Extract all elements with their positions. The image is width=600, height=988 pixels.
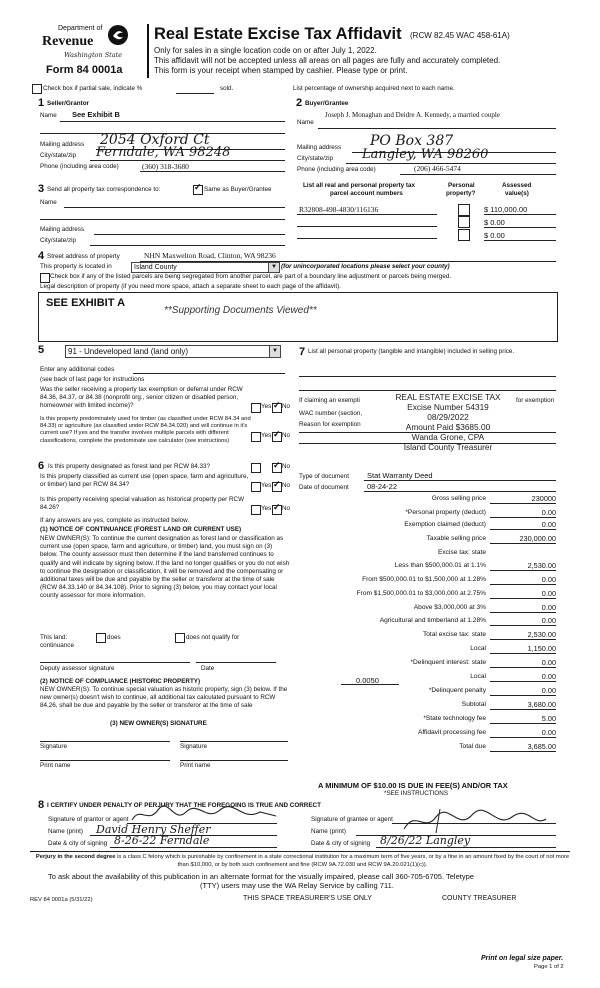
s6-q2-yes-label: Yes <box>261 482 272 489</box>
s4-located-label: This property is located in <box>40 263 112 270</box>
s6-n1-title: (1) NOTICE OF CONTINUANCE (FOREST LAND OR CURRENT USE) <box>40 526 242 533</box>
calc-row-value[interactable]: 230,000.00 <box>519 534 556 543</box>
calc-row-line <box>490 709 556 710</box>
calc-row-value[interactable]: 5.00 <box>541 714 556 723</box>
s6-answers-note: If any answers are yes, complete as instructed below. <box>40 517 190 524</box>
calc-row-label: Taxable selling price <box>426 535 486 542</box>
header-sub-1: Only for sales in a single location code on or after July 1, 2022. <box>154 46 377 55</box>
dept-logo-text: Revenue <box>42 34 94 49</box>
calc-row-line <box>490 653 556 654</box>
s8-certify: I CERTIFY UNDER PENALTY OF PERJURY THAT THE FOREGOING IS TRUE AND CORRECT <box>47 802 321 809</box>
s1-name-line <box>60 121 285 122</box>
s1-name-label: Name <box>40 112 57 119</box>
perjury-bold: Perjury in the second degree <box>35 854 116 860</box>
calc-row-line <box>490 570 556 571</box>
s5-q2-no-checkbox[interactable] <box>272 432 282 442</box>
s6-q1-no-label: No <box>282 463 291 470</box>
grantor-signature-scribble <box>130 804 280 831</box>
calc-row-value[interactable]: 0.00 <box>541 658 556 667</box>
s3-same-label: Same as Buyer/Grantee <box>204 186 272 193</box>
s6-this-land: This land: <box>40 634 68 641</box>
s8-sig-grantor-label: Signature of grantor or agent <box>48 816 129 823</box>
form-number: Form 84 0001a <box>46 64 123 76</box>
s6-n3-title: (3) NEW OWNER(S) SIGNATURE <box>110 720 207 727</box>
s6-n1-body: NEW OWNER(S): To continue the current designation as forest land or classification as current use (open space, farm and agriculture, or timber) land, you must sign on (3) below. The county assessor must then determine if the land transferred continues to qualify and will indicate by signing below. If the land no longer qualifies or you do not wish to continue the designation or classification, it will be removed and the compensating or additional taxes will be due and payable by the seller or transferor at the time of sale (RCW 84.33.140 or 84.34.108). Prior to signing (3) below, you may contact your local county assessor for more information. <box>40 535 290 600</box>
calc-row-line <box>490 598 556 599</box>
owner-print-label-1: Print name <box>40 762 71 769</box>
s8-name-label-2: Name (print) <box>311 828 346 835</box>
s7-reason-label: Reason for exemption <box>299 421 361 428</box>
calc-row-line <box>490 503 556 504</box>
stamp-line-6: Island County Treasurer <box>403 442 493 452</box>
s8-date-line-1 <box>110 847 277 848</box>
s3-name-line[interactable] <box>64 207 285 208</box>
deputy-label: Deputy assessor signature <box>40 665 115 672</box>
s6-q3-yes-label: Yes <box>261 505 272 512</box>
land-use-select[interactable] <box>65 345 281 358</box>
s7-wac-label: WAC number (section, <box>299 410 363 417</box>
see-instructions: *SEE INSTRUCTIONS <box>384 790 449 797</box>
deputy-date-line[interactable] <box>196 662 276 663</box>
partial-sale-checkbox[interactable] <box>32 84 42 94</box>
wa-logo-icon <box>108 25 128 45</box>
partial-percent-field[interactable] <box>176 93 214 94</box>
parcels-header-1: List all real and personal property tax <box>303 182 415 189</box>
calc-row-label: Total excise tax: state <box>422 631 486 638</box>
s6-does-not-checkbox[interactable] <box>175 633 185 643</box>
calc-row-line <box>490 612 556 613</box>
calc-row-line <box>490 517 556 518</box>
calc-row-label: Agricultural and timberland at 1.28% <box>379 617 486 624</box>
form-title: Real Estate Excise Tax Affidavit <box>154 25 402 43</box>
s8-sig-grantee-label: Signature of grantee or agent <box>311 816 393 823</box>
s6-does-not-label: does not qualify for <box>186 634 240 641</box>
s6-q2-no-label: No <box>282 482 291 489</box>
s2-phone-line <box>400 174 556 175</box>
calc-row-line <box>490 737 556 738</box>
stamp-line-5: Wanda Grone, CPA <box>411 432 485 442</box>
calc-row-line <box>490 543 556 544</box>
s6-n2-body: NEW OWNER(S): To continue special valuation as historic property, sign (3) below. If the new owner(s) doesn't wish to continue, all additional tax calculated pursuant to RCW 84.26, shall be due and payable by the seller or transferor at the time of sale <box>40 686 288 710</box>
calc-row-label: *Personal property (deduct) <box>405 509 486 516</box>
s8-grantor-date[interactable]: 8-26-22 Ferndale <box>114 834 210 847</box>
owner-signature-line-1[interactable] <box>40 741 170 742</box>
parcels-header-1b: parcel account numbers <box>330 190 403 197</box>
stamp-line-3: 08/29/2022 <box>427 412 469 422</box>
s4-located-note: (for unincorporated locations please select your county) <box>281 263 450 270</box>
calc-row-label: Above $3,000,000 at 3% <box>413 604 486 611</box>
treasurer-receipt-stamp <box>378 392 518 452</box>
s5-q1-yes-checkbox[interactable] <box>251 403 261 413</box>
s5-codes-label: Enter any additional codes <box>40 366 115 373</box>
county-select[interactable] <box>131 262 280 273</box>
s3-mail-line[interactable] <box>94 234 285 235</box>
s5-q2-no-label: No <box>282 432 291 439</box>
s2-phone-label: Phone (including area code) <box>297 166 376 173</box>
s6-q3: Is this property receiving special valuation as historical property per RCW 84.26? <box>40 496 245 511</box>
s5-q2: Is this property predominately used for timber (as classified under RCW 84.34 and 84.33) or agriculture (as classified under RCW 84.34.020) and will continue in it's current use? If yes and the transfer involves multiple parcels with different classifications, complete the predominate use calculator (see instructions) <box>40 416 251 444</box>
segregation-checkbox[interactable] <box>40 273 50 283</box>
s4-legal-label: Legal description of property (if you need more space, attach a separate sheet to each page of the affidavit). <box>40 283 341 290</box>
stamp-line-2: Excise Number 54319 <box>407 402 489 412</box>
owner-print-label-2: Print name <box>180 762 211 769</box>
s6-q2-yes-checkbox[interactable] <box>251 482 261 492</box>
header-sub-3: This form is your receipt when stamped by cashier. Please type or print. <box>154 66 408 75</box>
calc-row-line <box>490 695 556 696</box>
calc-row-line <box>490 667 556 668</box>
s7-claim-label-end: for exemption <box>516 397 555 404</box>
s2-name-label: Name <box>297 119 314 126</box>
s6-q3-yes-checkbox[interactable] <box>251 505 261 515</box>
calc-row-line <box>490 584 556 585</box>
perjury-notice <box>30 853 575 869</box>
parcel-personal-checkbox-1[interactable] <box>458 204 470 216</box>
s6-q2-no-checkbox[interactable] <box>272 482 282 492</box>
header-sub-2: This affidavit will not be accepted unless all areas on all pages are fully and accurately completed. <box>154 56 501 65</box>
s1-title: Seller/Grantor <box>47 100 89 107</box>
s8-date-label-1: Date & city of signing <box>48 840 108 847</box>
grantee-signature-scribble <box>400 805 550 840</box>
s4-number: 4 <box>38 250 45 262</box>
s5-q1-yes-label: Yes <box>261 403 272 410</box>
s3-title: Send all property tax correspondence to: <box>47 186 161 193</box>
s8-date-line-2 <box>376 847 556 848</box>
s6-q1: Is this property designated as forest land per RCW 84.33? <box>48 463 211 470</box>
deputy-date-label: Date <box>201 665 215 672</box>
parcel-value-line-2 <box>484 227 556 228</box>
supporting-docs-stamp: **Supporting Documents Viewed** <box>164 305 317 316</box>
chevron-down-icon: ▼ <box>269 346 280 357</box>
s6-n2-title: (2) NOTICE OF COMPLIANCE (HISTORIC PROPERTY) <box>40 678 201 685</box>
calc-row-value[interactable]: 0.00 <box>541 589 556 598</box>
calc-row-value[interactable]: 0.00 <box>541 508 556 517</box>
revision-label: REV 84 0001a (5/31/22) <box>30 897 93 903</box>
calc-row-value[interactable]: 3,685.00 <box>527 742 556 751</box>
s1-mail-value[interactable]: 2054 Oxford Ct <box>100 132 210 148</box>
s5-q1-no-label: No <box>282 403 291 410</box>
s2-city-value[interactable]: Langley, WA 98260 <box>362 147 489 162</box>
s2-mail-label: Mailing address <box>297 144 342 151</box>
s2-number: 2 <box>296 97 303 109</box>
partial-sold-label: sold. <box>220 85 234 92</box>
s6-continuance: continuance <box>40 642 74 649</box>
s3-city-line[interactable] <box>90 245 285 246</box>
parcel-value-line-3 <box>484 240 556 241</box>
calc-row-label: Affidavit processing fee <box>417 729 486 736</box>
land-use-select-value: 91 - Undeveloped land (land only) <box>68 347 189 356</box>
calc-row-label: Excise tax: state <box>437 549 486 556</box>
s5-codes-note: (see back of last page for instructions <box>40 376 145 383</box>
header-divider <box>147 24 149 78</box>
perjury-text: is a class C felony which is punishable by confinement in a state correctional institution for a maximum term of five years, or by a fine in an amount fixed by the court of not more than $10,000, or by both such confinement and fine (RCW 9A.72.030 and RCW 9A.20.021(1)(c)). <box>117 854 570 868</box>
s3-city-label: City/state/zip <box>40 237 77 244</box>
s8-grantor-name[interactable]: David Henry Sheffer <box>96 823 211 836</box>
parcel-value-2[interactable]: $ 0.00 <box>484 218 505 227</box>
parcel-value-1[interactable]: $ 110,000.00 <box>484 205 528 214</box>
s5-q2-yes-checkbox[interactable] <box>251 432 261 442</box>
s7-number: 7 <box>299 346 306 358</box>
s1-mail-label: Mailing address <box>40 141 85 148</box>
s1-phone-line <box>140 171 285 172</box>
s6-does-checkbox[interactable] <box>96 633 106 643</box>
s7-claim-label: If claiming an exempti <box>299 397 360 404</box>
footer-rule <box>30 851 570 852</box>
calc-row-value[interactable]: 0.00 <box>541 603 556 612</box>
s5-number: 5 <box>38 344 45 356</box>
calc-row-line <box>490 529 556 530</box>
chevron-down-icon: ▼ <box>268 263 279 272</box>
dept-line-1: Department of <box>58 25 103 32</box>
calc-row-label: Local <box>470 673 486 680</box>
s6-q2: Is this property classified as current use (open space, farm and agriculture, or timber) land per RCW 84.34? <box>40 473 249 488</box>
s8-date-label-2: Date & city of signing <box>311 840 371 847</box>
doc-date-value[interactable]: 08-24-22 <box>367 482 398 491</box>
parcel-value-line-1 <box>484 214 556 215</box>
s1-city-label: City/state/zip <box>40 152 77 159</box>
legal-description-value: SEE EXHIBIT A <box>46 297 126 309</box>
s3-blank-line <box>40 219 285 220</box>
parcel-line-1 <box>297 214 437 215</box>
parcels-header-3b: value(s) <box>505 190 529 197</box>
calc-row-line <box>490 639 556 640</box>
s3-number: 3 <box>38 183 45 195</box>
calc-row-line <box>490 751 556 752</box>
parcel-personal-checkbox-3[interactable] <box>458 229 470 241</box>
s2-city-label: City/state/zip <box>297 155 334 162</box>
s2-name-value[interactable]: Joseph J. Monaghan and Deidre A. Kennedy, a married couple <box>325 111 500 119</box>
s7-personal-line-1[interactable] <box>299 376 556 377</box>
parcel-line-2[interactable] <box>297 226 437 227</box>
s8-grantee-date[interactable]: 8/26/22 Langley <box>380 834 471 847</box>
partial-sale-label: Check box if partial sale, indicate % <box>43 85 143 92</box>
parcels-header-3: Assessed <box>502 182 532 189</box>
minimum-due-note: A MINIMUM OF $10.00 IS DUE IN FEE(S) AND/OR TAX <box>318 781 508 790</box>
owner-print-line-2[interactable] <box>180 760 288 761</box>
s6-q1-no-checkbox[interactable] <box>272 463 282 473</box>
stamp-line-4: Amount Paid $3685.00 <box>405 422 491 432</box>
doc-date-label: Date of document <box>299 484 349 491</box>
doc-type-label: Type of document <box>299 473 350 480</box>
s2-name-line <box>318 128 556 129</box>
calc-row-value[interactable]: 0.00 <box>541 520 556 529</box>
s2-title: Buyer/Grantee <box>305 100 349 107</box>
s5-q2-yes-label: Yes <box>261 432 272 439</box>
calc-row-line <box>490 681 556 682</box>
calc-row-value[interactable]: 0.00 <box>541 616 556 625</box>
calc-row-line <box>490 625 556 626</box>
doc-type-value[interactable]: Stat Warranty Deed <box>367 471 433 480</box>
s5-q1: Was the seller receiving a property tax exemption or deferral under RCW 84.36, 84.37, or 84.38 (nonprofit org., senior citizen or disabled person, homeowner with limited income)? <box>40 386 243 409</box>
s8-number: 8 <box>38 799 45 811</box>
calc-row-label: *Delinquent penalty <box>428 687 486 694</box>
calc-row-label: Exemption claimed (deduct) <box>404 521 486 528</box>
stamp-line-1: REAL ESTATE EXCISE TAX <box>395 392 501 402</box>
parcels-header-2: Personal <box>448 182 475 189</box>
s1-phone-value[interactable]: (360) 318-3680 <box>142 162 189 171</box>
s8-name-label-1: Name (print) <box>48 828 83 835</box>
calc-row-value[interactable]: 2,530.00 <box>527 630 556 639</box>
calc-row-value[interactable]: 3,680.00 <box>527 700 556 709</box>
calc-row-label: Total due <box>459 743 486 750</box>
calc-row-value[interactable]: 2,530.00 <box>527 561 556 570</box>
s1-city-line <box>90 160 285 161</box>
s7-personal-line-2[interactable] <box>299 390 556 391</box>
s3-name-label: Name <box>40 199 57 206</box>
form-rcw: (RCW 82.45 WAC 458-61A) <box>410 31 510 40</box>
calc-row-label: *Delinquent interest: state <box>410 659 486 666</box>
deputy-signature-line[interactable] <box>40 662 190 663</box>
parcel-number-1[interactable]: R32808-498-4830/116136 <box>299 205 379 214</box>
calc-row-label: From $1,500,000.01 to $3,000,000 at 2.75% <box>356 590 486 597</box>
s2-phone-value[interactable]: (206) 466-5474 <box>414 164 461 173</box>
s1-phone-label: Phone (including area code) <box>40 163 119 170</box>
calc-row-label: *State technology fee <box>423 715 486 722</box>
page-number: Page 1 of 2 <box>534 964 564 970</box>
doc-date-line <box>364 491 556 492</box>
s1-city-value[interactable]: Ferndale, WA 98248 <box>96 145 231 160</box>
s4-street-label: Street address of property <box>47 253 120 260</box>
s6-q1-yes-checkbox[interactable] <box>251 463 261 473</box>
calc-row-value[interactable]: 0.00 <box>541 672 556 681</box>
s5-q1-no-checkbox[interactable] <box>272 403 282 413</box>
s6-q3-no-label: No <box>282 505 291 512</box>
ownership-note: List percentage of ownership acquired next to each name. <box>293 85 455 92</box>
parcels-header-2b: property? <box>446 190 476 197</box>
dept-state: Washington State <box>64 51 123 59</box>
doc-type-line <box>364 480 556 481</box>
calc-row-label: Less than $500,000.01 at 1.1% <box>394 562 486 569</box>
calc-row-value[interactable]: 0.00 <box>541 575 556 584</box>
s1-name-value[interactable]: See Exhibit B <box>72 110 120 119</box>
calc-row-value[interactable]: 0.00 <box>541 686 556 695</box>
s1-number: 1 <box>38 97 45 109</box>
s4-check-note: Check box if any of the listed parcels are being segregated from another parcel, are part of a boundary line adjustment or parcels being merged. <box>50 273 452 280</box>
s5-codes-line[interactable] <box>133 373 285 374</box>
s7-label: List all personal property (tangible and intangible) included in selling price. <box>308 348 515 355</box>
calc-row-value[interactable]: 1,150.00 <box>527 644 556 653</box>
s3-mail-label: Mailing address <box>40 226 85 233</box>
owner-signature-label-1: Signature <box>40 743 67 750</box>
county-select-value: Island County <box>134 264 177 271</box>
calc-row-label: From $500,000.01 to $1,500,000 at 1.28% <box>362 576 486 583</box>
owner-print-line-1[interactable] <box>40 760 170 761</box>
s3-same-as-buyer-checkbox[interactable] <box>193 185 203 195</box>
parcel-line-3[interactable] <box>297 238 437 239</box>
legal-paper-note: Print on legal size paper. <box>481 955 564 962</box>
parcel-value-3[interactable]: $ 0.00 <box>484 231 505 240</box>
s6-number: 6 <box>38 460 45 472</box>
calc-row-label: Subtotal <box>461 701 486 708</box>
parcel-personal-checkbox-2[interactable] <box>458 216 470 228</box>
calc-row-value[interactable]: 230000 <box>531 494 556 503</box>
treasurer-space-label: THIS SPACE TREASURER'S USE ONLY <box>243 895 372 902</box>
s2-mail-value[interactable]: PO Box 387 <box>370 133 454 149</box>
s6-does-label: does <box>107 634 121 641</box>
county-treasurer-label: COUNTY TREASURER <box>442 895 517 902</box>
calc-row-label: Gross selling price <box>431 495 486 502</box>
local-rate: 0.0050 <box>356 676 379 685</box>
accessibility-1: To ask about the availability of this publication in an alternate format for the visually impaired, please call 360-705-6705. Teletype <box>48 872 474 881</box>
owner-signature-label-2: Signature <box>180 743 207 750</box>
s4-street-value[interactable]: NHN Maxwelton Road, Clinton, WA 98236 <box>144 251 276 260</box>
calc-row-value[interactable]: 0.00 <box>541 728 556 737</box>
s6-q3-no-checkbox[interactable] <box>272 505 282 515</box>
calc-row-label: Local <box>470 645 486 652</box>
owner-signature-line-2[interactable] <box>180 741 288 742</box>
calc-row-line <box>490 723 556 724</box>
local-rate-line <box>341 684 399 685</box>
accessibility-2: (TTY) users may use the WA Relay Service by calling 711. <box>200 881 394 890</box>
